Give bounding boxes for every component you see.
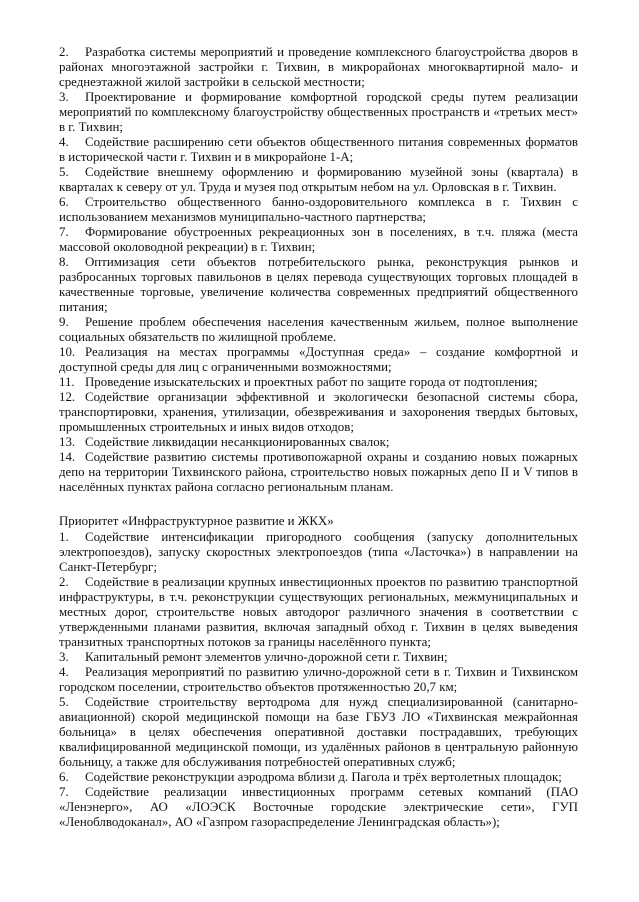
item-number: 14. [59, 450, 76, 464]
item-number: 11. [59, 375, 75, 389]
list-item [59, 695, 578, 770]
list-item [59, 225, 578, 255]
list-item [59, 135, 578, 165]
item-text: Содействие реконструкции аэродрома вблизи д. Пагола и трёх вертолетных площадок; [85, 770, 562, 784]
item-text: Решение проблем обеспечения населения качественным жильем, полное выполнение социальных обязательств по жилищной проблеме. [59, 315, 578, 344]
item-text: Содействие строительству вертодрома для нужд специализированной (санитарно-авиационной) скорой медицинской помощи на базе ГБУЗ ЛО «Тихвинская межрайонная больница» в целях обеспечения оперативной доставки пострадавших, требующих квалифицированной медицинской помощи, из удалённых районов в центральную районную больницу, а также для обслуживания потребностей оперативных служб; [59, 695, 578, 769]
item-number: 8. [59, 255, 69, 269]
item-text: Формирование обустроенных рекреационных зон в поселениях, в т.ч. пляжа (места массовой околоводной рекреации) в г. Тихвин; [59, 225, 578, 254]
list-item [59, 650, 578, 665]
item-number: 6. [59, 770, 69, 784]
item-number: 3. [59, 650, 69, 664]
item-text: Содействие организации эффективной и экологически безопасной системы сбора, транспортировки, хранения, утилизации, обезвреживания и захоронения твердых бытовых, промышленных строительных и иных видов отходов; [59, 390, 578, 434]
list-item [59, 770, 578, 785]
list-item [59, 375, 578, 390]
item-text: Разработка системы мероприятий и проведение комплексного благоустройства дворов в районах многоэтажной застройки г. Тихвин, в микрорайонах многоквартирной мало- и среднеэтажной жилой застройки в сельской местности; [59, 45, 578, 89]
item-text: Содействие развитию системы противопожарной охраны и созданию новых пожарных депо на территории Тихвинского района, строительство новых пожарных депо II и V типов в населённых пунктах района согласно региональным планам. [59, 450, 578, 494]
item-number: 2. [59, 575, 69, 589]
priority-heading: Приоритет «Инфраструктурное развитие и ЖКХ» [59, 514, 334, 528]
item-text: Содействие реализации инвестиционных программ сетевых компаний (ПАО «Ленэнерго», АО «ЛОЭСК Восточные городские электрические сети», ГУП «Леноблводоканал», АО «Газпром газораспределение Ленинградская область»); [59, 785, 578, 829]
item-number: 10. [59, 345, 76, 359]
list-item [59, 255, 578, 315]
item-number: 7. [59, 785, 69, 799]
item-text: Проектирование и формирование комфортной городской среды путем реализации мероприятий по комплексному благоустройству общественных пространств и «третьих мест» в г. Тихвин; [59, 90, 578, 134]
list-item [59, 785, 578, 830]
item-text: Содействие внешнему оформлению и формированию музейной зоны (квартала) в кварталах к северу от ул. Труда и музея под открытым небом на ул. Орловская в г. Тихвин. [59, 165, 578, 194]
list-item [59, 45, 578, 90]
measures-list [59, 45, 578, 495]
item-number: 6. [59, 195, 69, 209]
item-text: Строительство общественного банно-оздоровительного комплекса в г. Тихвин с использованием механизмов муниципально-частного партнерства; [59, 195, 578, 224]
item-text: Реализация на местах программы «Доступная среда» – создание комфортной и доступной среды для лиц с ограниченными возможностями; [59, 345, 578, 374]
item-text: Содействие расширению сети объектов общественного питания современных форматов в исторической части г. Тихвин и в микрорайоне 1-А; [59, 135, 578, 164]
item-number: 7. [59, 225, 69, 239]
list-item [59, 165, 578, 195]
item-number: 4. [59, 665, 69, 679]
item-number: 1. [59, 530, 69, 544]
item-text: Капитальный ремонт элементов улично-дорожной сети г. Тихвин; [85, 650, 448, 664]
item-text: Содействие ликвидации несанкционированных свалок; [85, 435, 390, 449]
list-item [59, 90, 578, 135]
item-text: Оптимизация сети объектов потребительского рынка, реконструкция рынков и разбросанных торговых павильонов в целях перевода существующих торговых площадей в качественные торговые, увеличение количества современных предприятий общественного питания; [59, 255, 578, 314]
item-number: 9. [59, 315, 69, 329]
list-item [59, 530, 578, 575]
item-number: 5. [59, 165, 69, 179]
list-item [59, 345, 578, 375]
item-number: 5. [59, 695, 69, 709]
list-item [59, 450, 578, 495]
list-item [59, 195, 578, 225]
item-number: 12. [59, 390, 76, 404]
item-number: 3. [59, 90, 69, 104]
item-text: Реализация мероприятий по развитию улично-дорожной сети в г. Тихвин и Тихвинском городском поселении, строительство объектов протяженностью 20,7 км; [59, 665, 578, 694]
list-item [59, 665, 578, 695]
item-number: 13. [59, 435, 76, 449]
item-number: 4. [59, 135, 69, 149]
list-item [59, 575, 578, 650]
item-text: Содействие в реализации крупных инвестиционных проектов по развитию транспортной инфраструктуры, в т.ч. реконструкции существующих региональных, межмуниципальных и местных дорог, строительстве новых автодорог различного значения в соответствии с утвержденными планами развития, включая западный обход г. Тихвин в целях выведения транзитных транспортных потоков за границы населённого пункта; [59, 575, 578, 649]
item-text: Проведение изыскательских и проектных работ по защите города от подтопления; [85, 375, 538, 389]
item-number: 2. [59, 45, 69, 59]
infrastructure-list [59, 530, 578, 830]
list-item [59, 390, 578, 435]
item-text: Содействие интенсификации пригородного сообщения (запуску дополнительных электропоездов), запуску скоростных электропоездов (типа «Ласточка») в направлении на Санкт-Петербург; [59, 530, 578, 574]
list-item [59, 435, 578, 450]
list-item [59, 315, 578, 345]
